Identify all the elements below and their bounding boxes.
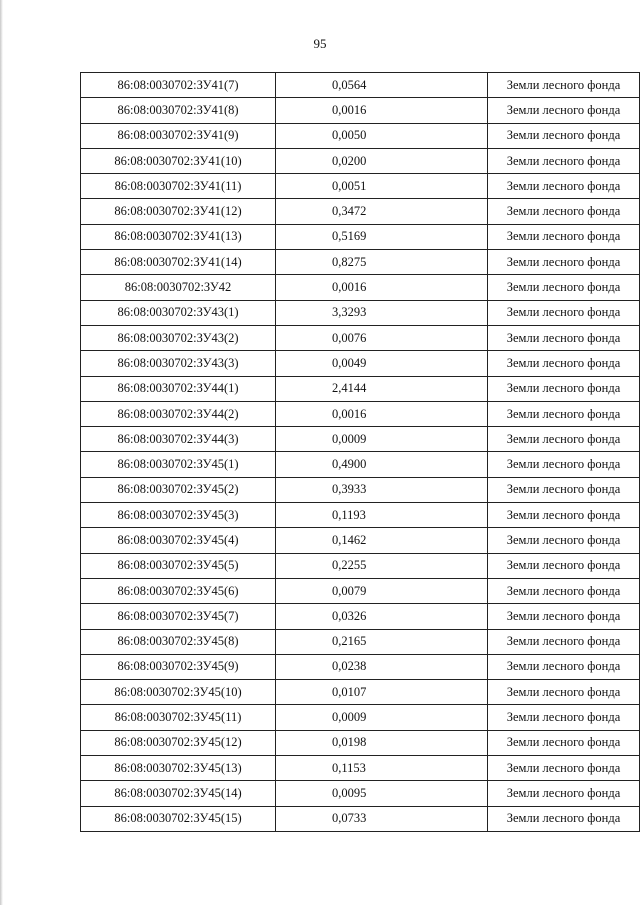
table-row: [81, 250, 640, 275]
land-category-cell: Земли лесного фонда: [488, 705, 640, 730]
area-cell: 0,0238: [276, 654, 488, 679]
area-cell: 0,0079: [276, 578, 488, 603]
land-category-cell: Земли лесного фонда: [488, 578, 640, 603]
land-category-cell: Земли лесного фонда: [488, 553, 640, 578]
table-row: [81, 806, 640, 831]
table-row: [81, 325, 640, 350]
table-row: [81, 680, 640, 705]
table-row: [81, 578, 640, 603]
page-number: 95: [313, 36, 327, 51]
cadastral-number-cell: 86:08:0030702:ЗУ44(2): [81, 401, 276, 426]
cadastral-number-cell: 86:08:0030702:ЗУ45(1): [81, 452, 276, 477]
table-row: [81, 477, 640, 502]
table-row: [81, 705, 640, 730]
table-row: [81, 427, 640, 452]
land-category-cell: Земли лесного фонда: [488, 629, 640, 654]
cadastral-number-cell: 86:08:0030702:ЗУ41(11): [81, 174, 276, 199]
table-row: [81, 73, 640, 98]
land-category-cell: Земли лесного фонда: [488, 680, 640, 705]
land-category-cell: Земли лесного фонда: [488, 401, 640, 426]
land-category-cell: Земли лесного фонда: [488, 250, 640, 275]
cadastral-number-cell: 86:08:0030702:ЗУ45(10): [81, 680, 276, 705]
cadastral-number-cell: 86:08:0030702:ЗУ41(9): [81, 123, 276, 148]
area-cell: 0,0009: [276, 705, 488, 730]
land-category-cell: Земли лесного фонда: [488, 123, 640, 148]
area-cell: 3,3293: [276, 300, 488, 325]
land-category-cell: Земли лесного фонда: [488, 351, 640, 376]
land-category-cell: Земли лесного фонда: [488, 300, 640, 325]
table-row: [81, 503, 640, 528]
table-row: [81, 376, 640, 401]
cadastral-number-cell: 86:08:0030702:ЗУ41(13): [81, 224, 276, 249]
table-row: [81, 452, 640, 477]
area-cell: 0,1193: [276, 503, 488, 528]
cadastral-number-cell: 86:08:0030702:ЗУ45(8): [81, 629, 276, 654]
table-row: [81, 756, 640, 781]
page-edge-shadow: [0, 0, 3, 905]
cadastral-number-cell: 86:08:0030702:ЗУ45(14): [81, 781, 276, 806]
table-row: [81, 781, 640, 806]
table-row: [81, 300, 640, 325]
area-cell: 0,0016: [276, 98, 488, 123]
cadastral-number-cell: 86:08:0030702:ЗУ45(5): [81, 553, 276, 578]
table-row: [81, 224, 640, 249]
table-row: [81, 604, 640, 629]
land-plots-table: [80, 72, 640, 832]
land-plots-table-body: [81, 73, 640, 832]
area-cell: 0,2255: [276, 553, 488, 578]
cadastral-number-cell: 86:08:0030702:ЗУ45(2): [81, 477, 276, 502]
area-cell: 0,8275: [276, 250, 488, 275]
cadastral-number-cell: 86:08:0030702:ЗУ41(10): [81, 148, 276, 173]
area-cell: 0,2165: [276, 629, 488, 654]
area-cell: 0,0009: [276, 427, 488, 452]
cadastral-number-cell: 86:08:0030702:ЗУ45(3): [81, 503, 276, 528]
area-cell: 0,0050: [276, 123, 488, 148]
cadastral-number-cell: 86:08:0030702:ЗУ45(13): [81, 756, 276, 781]
land-category-cell: Земли лесного фонда: [488, 781, 640, 806]
cadastral-number-cell: 86:08:0030702:ЗУ43(3): [81, 351, 276, 376]
cadastral-number-cell: 86:08:0030702:ЗУ41(12): [81, 199, 276, 224]
cadastral-number-cell: 86:08:0030702:ЗУ44(1): [81, 376, 276, 401]
land-category-cell: Земли лесного фонда: [488, 376, 640, 401]
table-row: [81, 654, 640, 679]
area-cell: 0,0107: [276, 680, 488, 705]
table-row: [81, 528, 640, 553]
land-category-cell: Земли лесного фонда: [488, 427, 640, 452]
cadastral-number-cell: 86:08:0030702:ЗУ43(2): [81, 325, 276, 350]
area-cell: 0,0198: [276, 730, 488, 755]
cadastral-number-cell: 86:08:0030702:ЗУ42: [81, 275, 276, 300]
area-cell: 0,5169: [276, 224, 488, 249]
land-category-cell: Земли лесного фонда: [488, 148, 640, 173]
area-cell: 0,1462: [276, 528, 488, 553]
cadastral-number-cell: 86:08:0030702:ЗУ45(7): [81, 604, 276, 629]
cadastral-number-cell: 86:08:0030702:ЗУ45(9): [81, 654, 276, 679]
cadastral-number-cell: 86:08:0030702:ЗУ45(6): [81, 578, 276, 603]
area-cell: 0,0049: [276, 351, 488, 376]
table-row: [81, 553, 640, 578]
area-cell: 2,4144: [276, 376, 488, 401]
area-cell: 0,0326: [276, 604, 488, 629]
cadastral-number-cell: 86:08:0030702:ЗУ41(8): [81, 98, 276, 123]
table-row: [81, 98, 640, 123]
land-category-cell: Земли лесного фонда: [488, 730, 640, 755]
area-cell: 0,0076: [276, 325, 488, 350]
land-category-cell: Земли лесного фонда: [488, 325, 640, 350]
area-cell: 0,3933: [276, 477, 488, 502]
area-cell: 0,0016: [276, 401, 488, 426]
area-cell: 0,1153: [276, 756, 488, 781]
table-row: [81, 629, 640, 654]
cadastral-number-cell: 86:08:0030702:ЗУ41(7): [81, 73, 276, 98]
land-category-cell: Земли лесного фонда: [488, 654, 640, 679]
cadastral-number-cell: 86:08:0030702:ЗУ41(14): [81, 250, 276, 275]
land-category-cell: Земли лесного фонда: [488, 452, 640, 477]
land-category-cell: Земли лесного фонда: [488, 806, 640, 831]
cadastral-number-cell: 86:08:0030702:ЗУ43(1): [81, 300, 276, 325]
area-cell: 0,0016: [276, 275, 488, 300]
land-category-cell: Земли лесного фонда: [488, 604, 640, 629]
area-cell: 0,0733: [276, 806, 488, 831]
land-category-cell: Земли лесного фонда: [488, 275, 640, 300]
table-row: [81, 275, 640, 300]
cadastral-number-cell: 86:08:0030702:ЗУ45(12): [81, 730, 276, 755]
land-category-cell: Земли лесного фонда: [488, 73, 640, 98]
area-cell: 0,0564: [276, 73, 488, 98]
table-row: [81, 199, 640, 224]
land-category-cell: Земли лесного фонда: [488, 528, 640, 553]
land-category-cell: Земли лесного фонда: [488, 98, 640, 123]
land-category-cell: Земли лесного фонда: [488, 174, 640, 199]
cadastral-number-cell: 86:08:0030702:ЗУ45(4): [81, 528, 276, 553]
land-category-cell: Земли лесного фонда: [488, 503, 640, 528]
table-row: [81, 123, 640, 148]
area-cell: 0,0095: [276, 781, 488, 806]
table-row: [81, 174, 640, 199]
cadastral-number-cell: 86:08:0030702:ЗУ45(15): [81, 806, 276, 831]
table-row: [81, 730, 640, 755]
land-category-cell: Земли лесного фонда: [488, 477, 640, 502]
area-cell: 0,0200: [276, 148, 488, 173]
land-category-cell: Земли лесного фонда: [488, 756, 640, 781]
area-cell: 0,0051: [276, 174, 488, 199]
cadastral-number-cell: 86:08:0030702:ЗУ44(3): [81, 427, 276, 452]
table-row: [81, 148, 640, 173]
land-category-cell: Земли лесного фонда: [488, 224, 640, 249]
table-row: [81, 401, 640, 426]
land-category-cell: Земли лесного фонда: [488, 199, 640, 224]
cadastral-number-cell: 86:08:0030702:ЗУ45(11): [81, 705, 276, 730]
table-row: [81, 351, 640, 376]
area-cell: 0,3472: [276, 199, 488, 224]
area-cell: 0,4900: [276, 452, 488, 477]
